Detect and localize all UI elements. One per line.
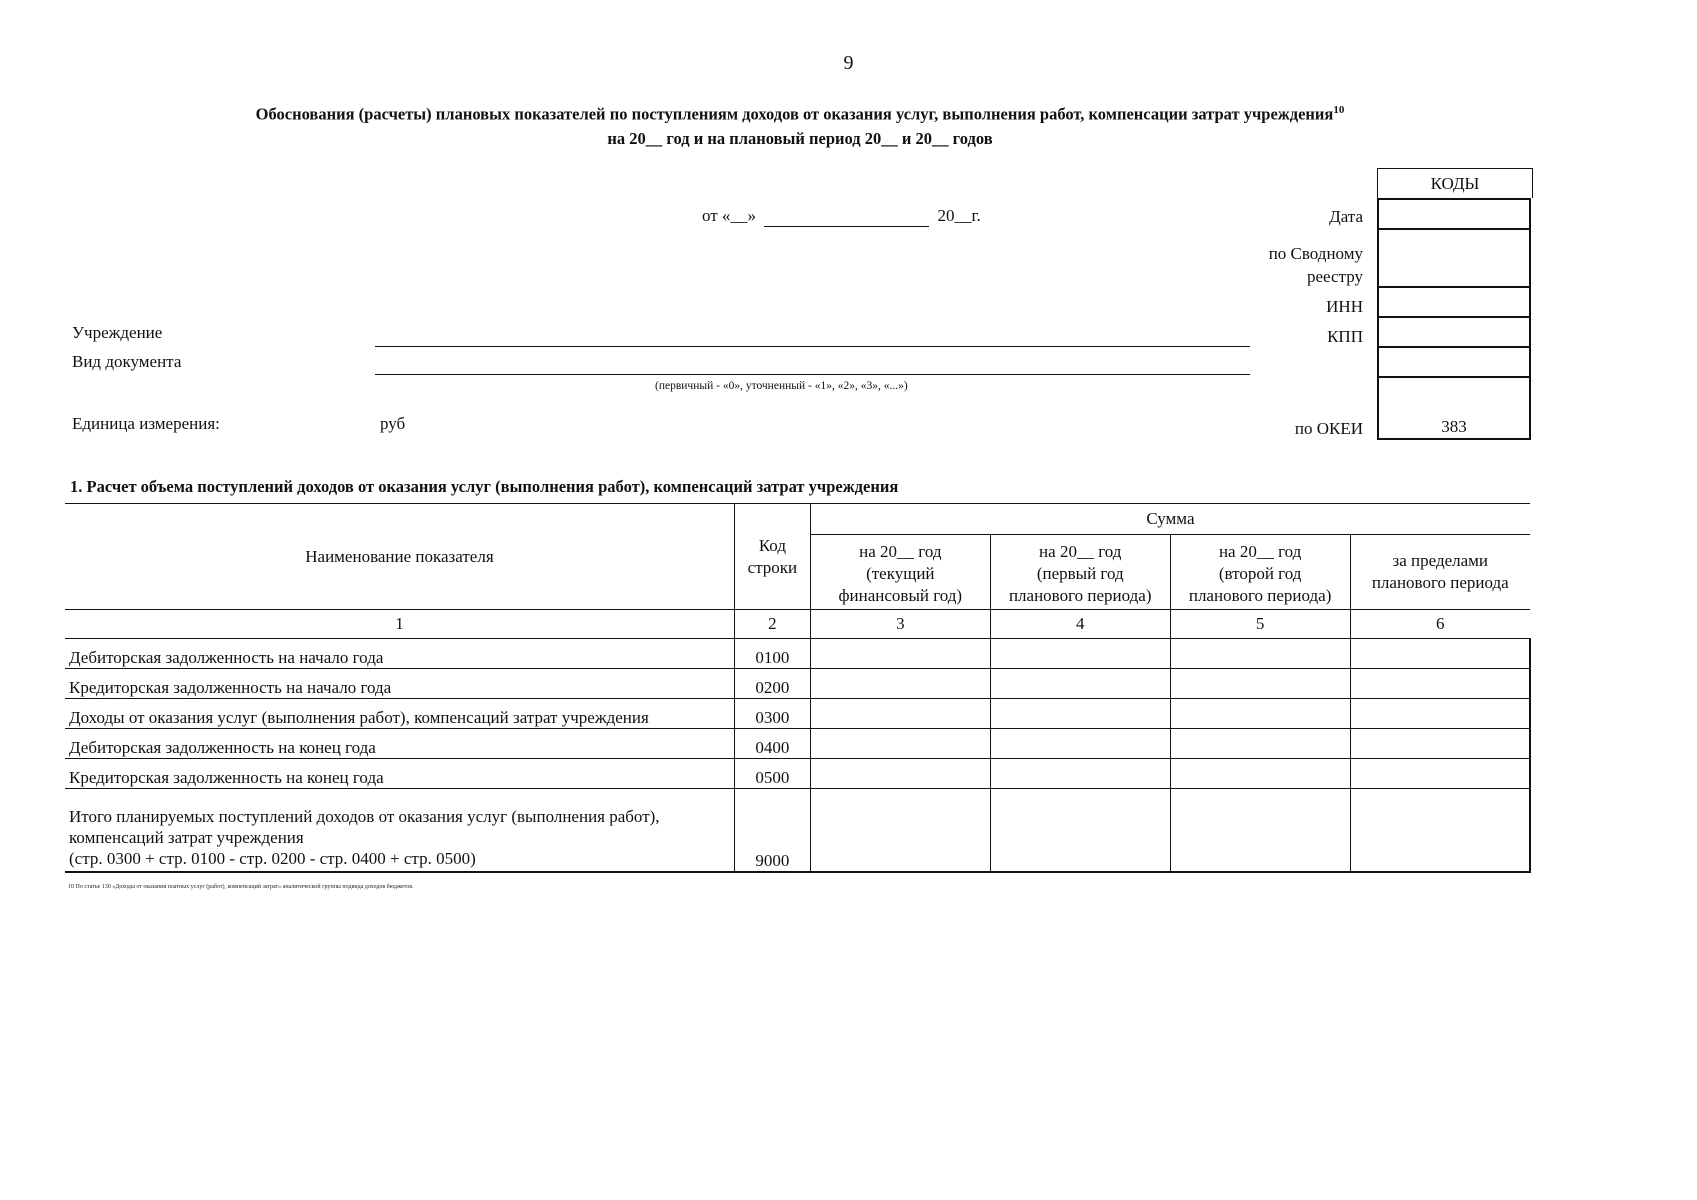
row-code: 0400 (734, 729, 810, 759)
doc-type-hint: (первичный - «0», уточненный - «1», «2», «3», «...») (655, 380, 908, 392)
date-suffix: 20__г. (937, 206, 981, 225)
value-cell[interactable] (1170, 639, 1350, 669)
header-code-line1: Код (758, 535, 786, 555)
value-cell[interactable] (1170, 729, 1350, 759)
title-line1: Обоснования (расчеты) плановых показателей по поступлениям доходов от оказания услуг, выполнения работ, компенсации затрат учреждения (255, 104, 1334, 124)
registry-label-line2: реестру (1307, 267, 1363, 286)
codes-header: КОДЫ (1377, 168, 1533, 198)
value-cell[interactable] (990, 639, 1170, 669)
header-col5-l1: на 20__ год (1218, 542, 1302, 561)
row-code: 0100 (734, 639, 810, 669)
value-cell[interactable] (1350, 669, 1530, 699)
header-col6 (1350, 535, 1530, 610)
value-cell[interactable] (1350, 759, 1530, 789)
inn-label: ИНН (1326, 297, 1363, 316)
header-name: Наименование показателя (65, 504, 734, 610)
total-row (65, 789, 1530, 873)
header-code-line2: строки (747, 557, 798, 577)
value-cell[interactable] (1350, 639, 1530, 669)
value-cell[interactable] (990, 759, 1170, 789)
header-col3-l2: (текущий (866, 564, 935, 583)
document-subtitle: на 20__ год и на плановый период 20__ и 20__ годов (607, 129, 993, 148)
header-col4-l3: планового периода) (1008, 586, 1152, 605)
row-name: Доходы от оказания услуг (выполнения работ), компенсаций затрат учреждения (65, 699, 734, 729)
header-col5-l3: планового периода) (1188, 586, 1332, 605)
value-cell[interactable] (990, 729, 1170, 759)
value-cell[interactable] (1350, 699, 1530, 729)
total-code: 9000 (734, 789, 810, 873)
value-cell[interactable] (1170, 699, 1350, 729)
okei-code-cell (1377, 376, 1531, 440)
header-col3-l1: на 20__ год (859, 542, 942, 561)
total-value-cell[interactable] (810, 789, 990, 873)
value-cell[interactable] (810, 759, 990, 789)
table-row (65, 729, 1530, 759)
registry-code-cell[interactable] (1377, 228, 1531, 288)
date-line (702, 206, 981, 227)
value-cell[interactable] (990, 699, 1170, 729)
row-name: Дебиторская задолженность на конец года (65, 729, 734, 759)
header-col6-l2: планового периода (1371, 573, 1509, 592)
institution-label: Учреждение (72, 323, 163, 342)
header-col4-l2: (первый год (1036, 564, 1124, 583)
unit-value: руб (380, 414, 406, 433)
value-cell[interactable] (990, 669, 1170, 699)
table-row (65, 639, 1530, 669)
kpp-label: КПП (1327, 327, 1363, 346)
total-name (65, 789, 734, 873)
codes-box (1377, 168, 1533, 440)
document-title (0, 104, 1600, 125)
date-blank (764, 206, 929, 227)
row-name: Кредиторская задолженность на конец года (65, 759, 734, 789)
institution-line[interactable] (375, 346, 1250, 347)
total-line3: (стр. 0300 + стр. 0100 - стр. 0200 - стр. 0400 + стр. 0500) (69, 849, 476, 868)
column-number: 2 (734, 610, 810, 639)
page-number: 9 (843, 52, 854, 74)
column-number: 1 (65, 610, 734, 639)
inn-code-cell[interactable] (1377, 286, 1531, 318)
doc-type-line[interactable] (375, 374, 1250, 375)
header-col4-l1: на 20__ год (1039, 542, 1122, 561)
column-numbers-row (65, 610, 1530, 639)
header-col3-l3: финансовый год) (838, 586, 963, 605)
row-name: Кредиторская задолженность на начало года (65, 669, 734, 699)
value-cell[interactable] (810, 639, 990, 669)
total-value-cell[interactable] (1350, 789, 1530, 873)
kpp-code-cell[interactable] (1377, 316, 1531, 348)
registry-label-line1: по Сводному (1268, 244, 1363, 263)
title-footnote-ref: 10 (1333, 104, 1345, 116)
total-line2: компенсаций затрат учреждения (69, 828, 304, 847)
value-cell[interactable] (810, 729, 990, 759)
total-value-cell[interactable] (1170, 789, 1350, 873)
table-row (65, 669, 1530, 699)
row-name: Дебиторская задолженность на начало года (65, 639, 734, 669)
date-prefix: от «__» (702, 206, 756, 225)
table-row (65, 759, 1530, 789)
row-code: 0500 (734, 759, 810, 789)
section-title: 1. Расчет объема поступлений доходов от оказания услуг (выполнения работ), компенсаций затрат учреждения (70, 477, 899, 496)
okei-label: по ОКЕИ (1294, 419, 1363, 438)
header-sum: Сумма (810, 504, 1530, 535)
header-code (734, 504, 810, 610)
footnote: 10 По статье 130 «Доходы от оказания платных услуг (работ), компенсаций затрат» аналитической группы подвида доходов бюджетов. (68, 884, 414, 890)
header-col3 (810, 535, 990, 610)
value-cell[interactable] (1170, 759, 1350, 789)
value-cell[interactable] (810, 699, 990, 729)
header-col5 (1170, 535, 1350, 610)
date-code-cell[interactable] (1377, 198, 1531, 230)
header-col4 (990, 535, 1170, 610)
header-col6-l1: за пределами (1392, 551, 1489, 570)
column-number: 4 (990, 610, 1170, 639)
okei-value: 383 (1441, 417, 1467, 436)
value-cell[interactable] (810, 669, 990, 699)
total-line1: Итого планируемых поступлений доходов от оказания услуг (выполнения работ), (69, 807, 660, 826)
table-row (65, 699, 1530, 729)
date-label: Дата (1329, 207, 1363, 226)
total-value-cell[interactable] (990, 789, 1170, 873)
value-cell[interactable] (1350, 729, 1530, 759)
column-number: 6 (1350, 610, 1530, 639)
doctype-code-cell[interactable] (1377, 346, 1531, 378)
row-code: 0200 (734, 669, 810, 699)
row-code: 0300 (734, 699, 810, 729)
header-col5-l2: (второй год (1218, 564, 1302, 583)
value-cell[interactable] (1170, 669, 1350, 699)
column-number: 3 (810, 610, 990, 639)
calculation-table (65, 503, 1531, 873)
column-number: 5 (1170, 610, 1350, 639)
doc-type-label: Вид документа (72, 352, 182, 371)
unit-label: Единица измерения: (72, 414, 220, 433)
